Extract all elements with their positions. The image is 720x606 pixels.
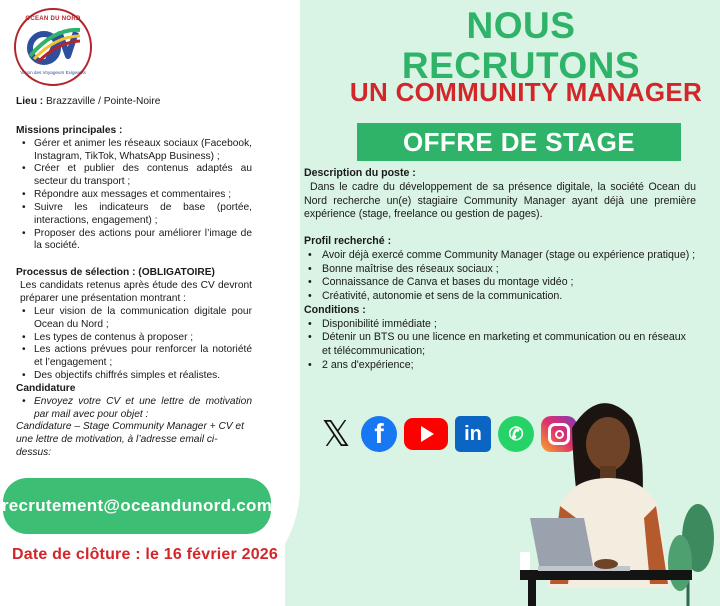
description-title: Description du poste : (304, 167, 416, 179)
logo-ring-text-top: OCEAN DU NORD (25, 16, 81, 22)
profil-section (304, 235, 696, 304)
headline-recrutons: RECRUTONS (401, 45, 641, 86)
left-column (16, 96, 252, 460)
headline-community-manager: UN COMMUNITY MANAGER (349, 77, 703, 107)
lieu-label: Lieu : (16, 96, 44, 107)
candidature-subject: Candidature – Stage Community Manager + CV et une lettre de motivation, à l’adresse email ci-dessus: (16, 421, 244, 459)
list-item: • Disponibilité immédiate ; (308, 318, 696, 332)
description-text: Dans le cadre du développement de sa présence digitale, la société Ocean du Nord recherche un(e) stagiaire Community Manager ayant déjà une première expérience (stage, freelance ou gestion de pages). (304, 180, 696, 221)
headline-nous: NOUS (466, 5, 576, 46)
profil-title: Profil recherché : (304, 235, 392, 248)
list-item: • Gérer et animer les réseaux sociaux (Facebook, Instagram, TikTok, WhatsApp Business) ; (22, 138, 252, 164)
offre-de-stage-banner: OFFRE DE STAGE (357, 123, 681, 161)
list-item: • Suivre les indicateurs de base (portée, interactions, engagement) ; (22, 202, 252, 228)
list-item: • Leur vision de la communication digitale pour Ocean du Nord ; (22, 306, 252, 332)
selection-list (22, 306, 252, 383)
list-item: • Créer et publier des contenus adaptés au secteur du transport ; (22, 163, 252, 189)
selection-title: Processus de sélection : (OBLIGATOIRE) (16, 267, 215, 279)
selection-section (16, 267, 252, 460)
ocean-du-nord-logo (14, 8, 92, 86)
list-item: • Proposer des actions pour améliorer l’image de la société. (22, 228, 252, 254)
facebook-icon[interactable]: f (361, 416, 397, 452)
candidature-list (22, 396, 252, 422)
profil-list (308, 249, 696, 304)
email-button[interactable]: recrutement@oceandunord.com (3, 478, 271, 534)
conditions-section (304, 304, 696, 373)
missions-list (22, 138, 252, 254)
right-column (304, 167, 696, 373)
list-item: • Les types de contenus à proposer ; (22, 332, 252, 345)
conditions-list (308, 318, 696, 373)
missions-section (16, 125, 252, 253)
missions-title: Missions principales : (16, 124, 123, 136)
list-item: • 2 ans d'expérience; (308, 359, 696, 373)
logo-ring-text-bottom: Vision des Voyageurs Exigeants (20, 70, 86, 75)
list-item: • Avoir déjà exercé comme Community Manager (stage ou expérience pratique) ; (308, 249, 696, 263)
whatsapp-icon[interactable]: ✆ (498, 416, 534, 452)
conditions-title: Conditions : (304, 303, 366, 316)
closing-date: Date de clôture : le 16 février 2026 (12, 546, 278, 563)
list-item: • Détenir un BTS ou une licence en marketing et communication ou en réseaux et télécommunication; (308, 331, 696, 359)
youtube-icon[interactable] (404, 418, 448, 450)
logo-mark-icon (26, 26, 82, 66)
list-item: • Bonne maîtrise des réseaux sociaux ; (308, 263, 696, 277)
list-item: • Créativité, autonomie et sens de la communication. (308, 290, 696, 304)
list-item: • Répondre aux messages et commentaires ; (22, 189, 252, 202)
candidature-title: Candidature (16, 382, 76, 394)
selection-intro: Les candidats retenus après étude des CV devront préparer une présentation montrant : (20, 280, 252, 304)
list-item: • Les actions prévues pour renforcer la notoriété et l’engagement ; (22, 344, 252, 370)
x-icon[interactable]: 𝕏 (321, 413, 351, 455)
list-item: • Connaissance de Canva et bases du montage vidéo ; (308, 276, 696, 290)
lieu-line (16, 96, 252, 109)
lieu-value: Brazzaville / Pointe-Noire (43, 96, 161, 107)
woman-laptop-illustration (520, 388, 720, 606)
list-item: • Des objectifs chiffrés simples et réalistes. (22, 370, 252, 383)
linkedin-icon[interactable]: in (455, 416, 491, 452)
list-item: • Envoyez votre CV et une lettre de motivation par mail avec pour objet : (22, 396, 252, 422)
